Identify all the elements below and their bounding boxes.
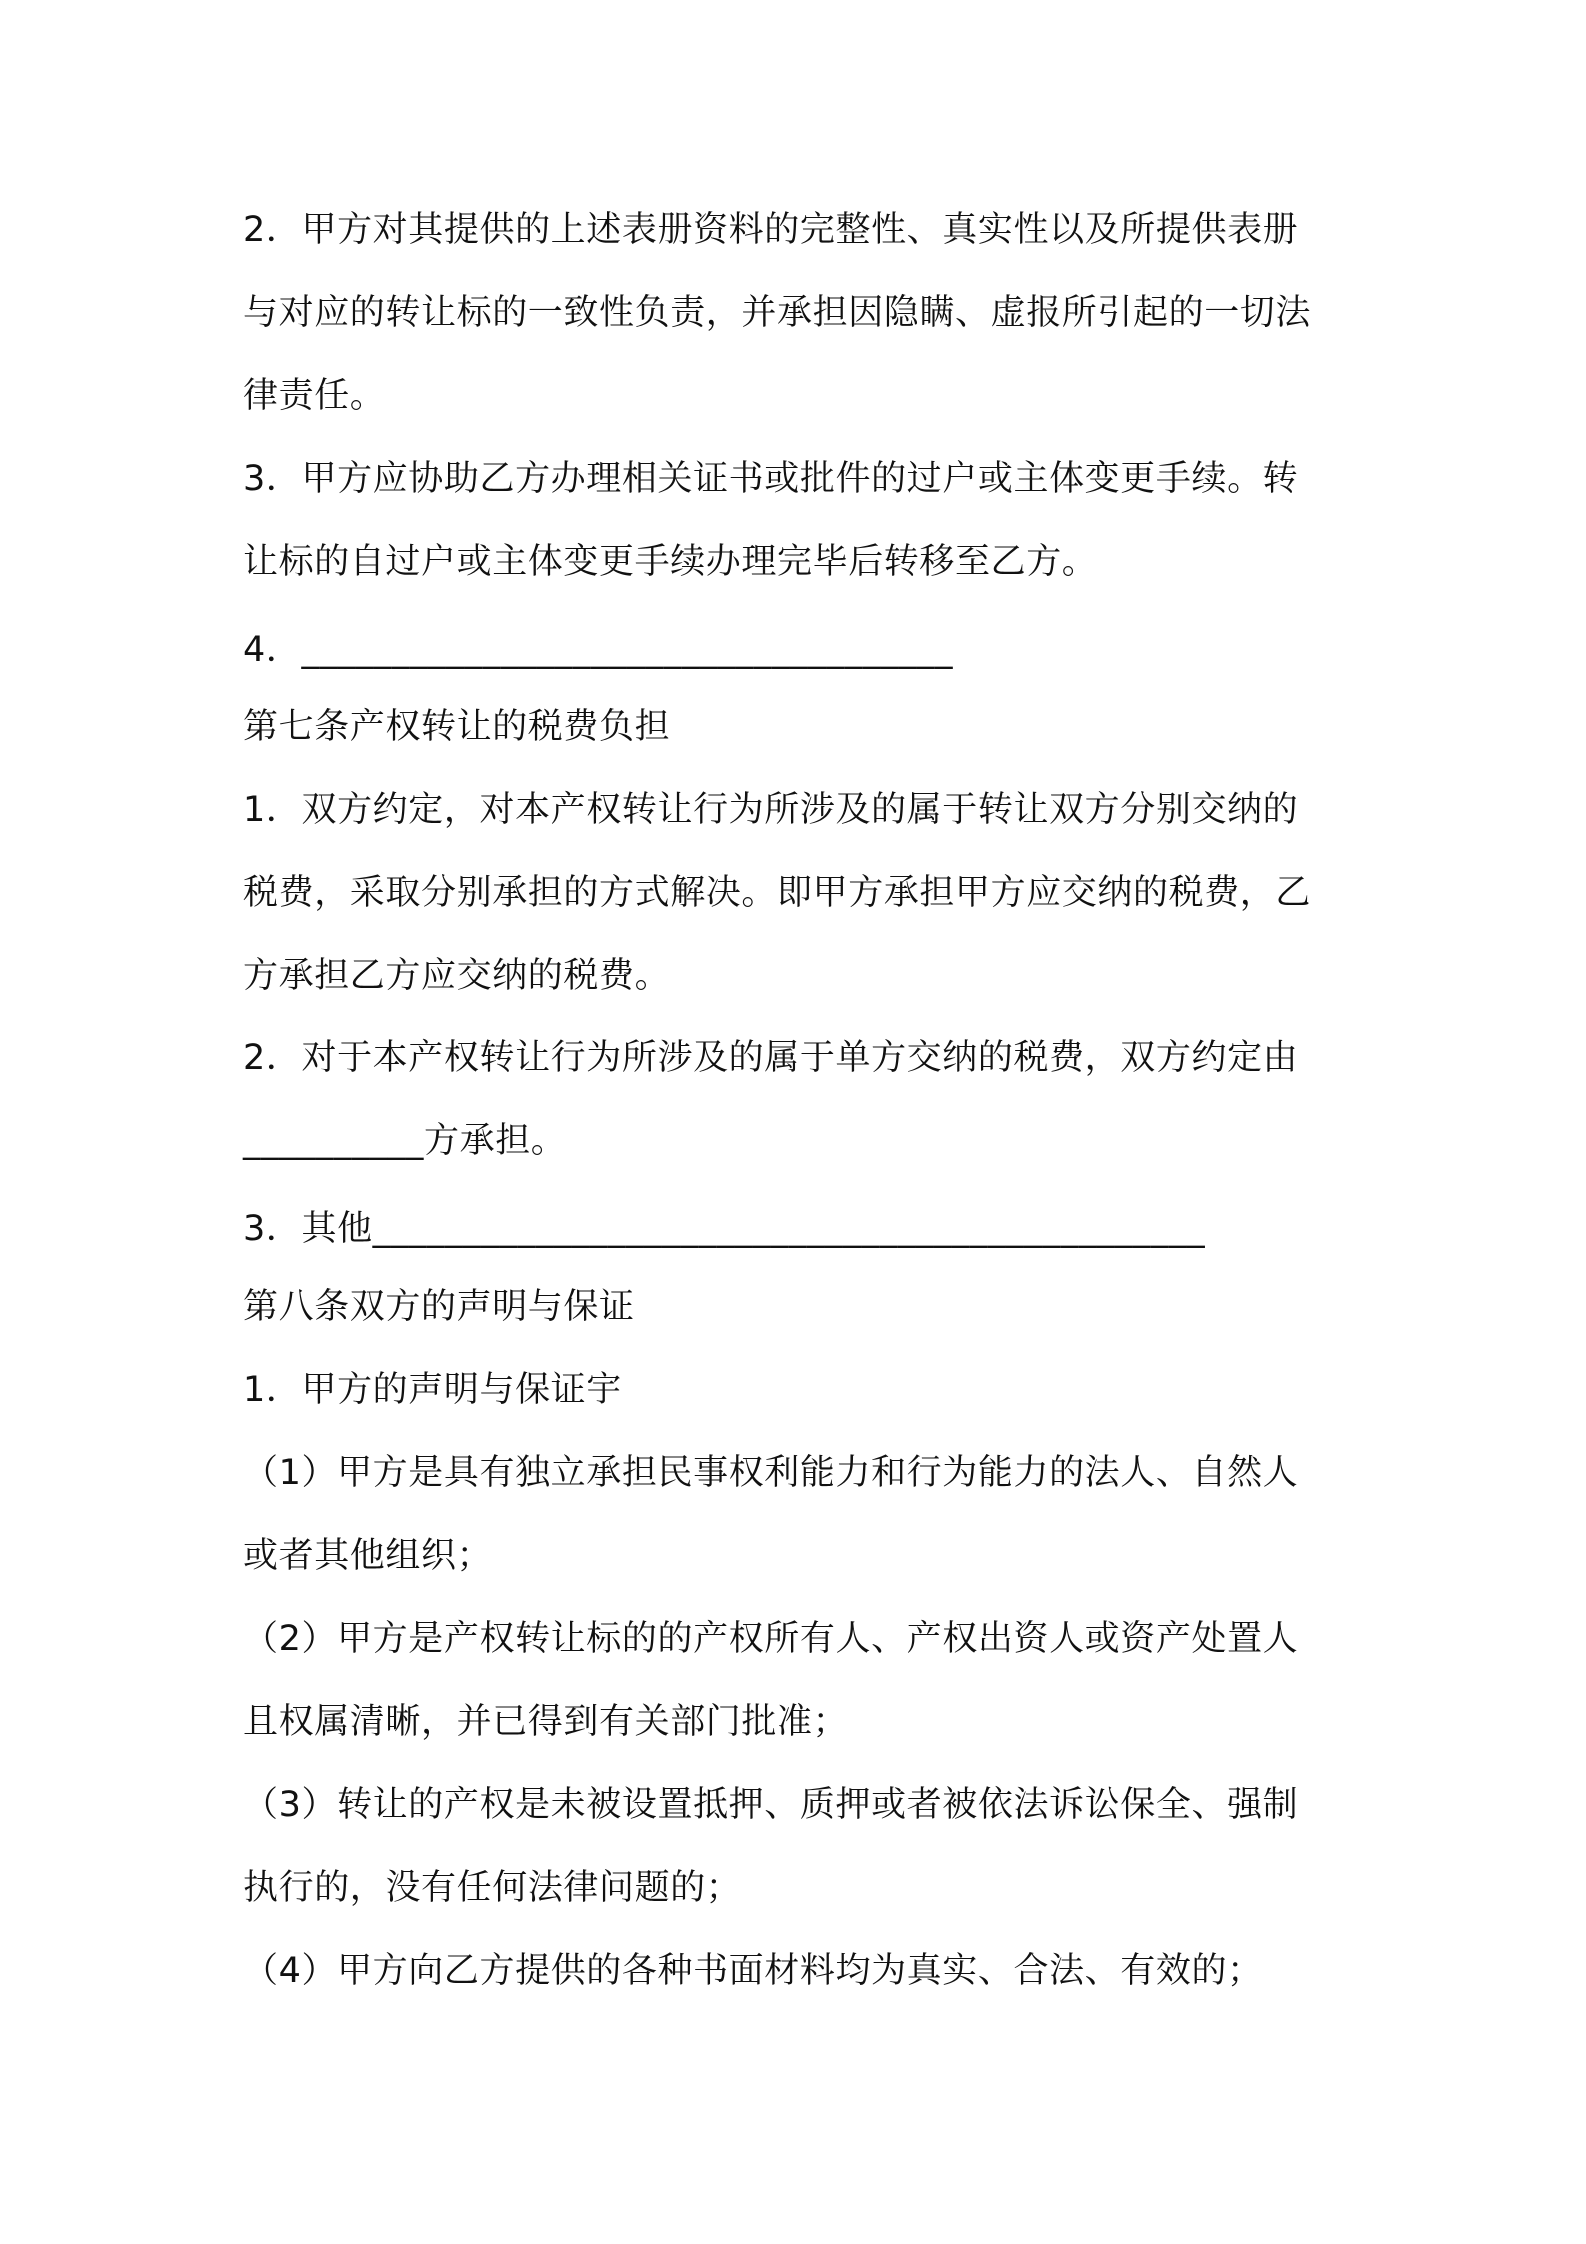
section-heading: 第八条双方的声明与保证 — [243, 1287, 635, 1327]
text-line: 1．甲方的声明与保证宇 — [243, 1370, 622, 1410]
blank-line: 4．____________________________________ — [243, 630, 954, 670]
text-line: 税费，采取分别承担的方式解决。即甲方承担甲方应交纳的税费，乙 — [243, 873, 1312, 913]
text-line: （4）甲方向乙方提供的各种书面材料均为真实、合法、有效的； — [243, 1951, 1263, 1991]
text-line: 律责任。 — [243, 376, 386, 416]
text-line: （2）甲方是产权转让标的的产权所有人、产权出资人或资产处置人 — [243, 1619, 1299, 1659]
text-line: （1）甲方是具有独立承担民事权利能力和行为能力的法人、自然人 — [243, 1453, 1299, 1493]
blank-line: 3．其他______________________________________________ — [243, 1209, 1206, 1249]
text-line: 方承担乙方应交纳的税费。 — [243, 956, 671, 996]
text-line: 与对应的转让标的一致性负责，并承担因隐瞒、虚报所引起的一切法 — [243, 293, 1312, 333]
text-line: 1．双方约定，对本产权转让行为所涉及的属于转让双方分别交纳的 — [243, 790, 1299, 830]
text-line: 且权属清晰，并已得到有关部门批准； — [243, 1702, 849, 1742]
text-line: 2．对于本产权转让行为所涉及的属于单方交纳的税费，双方约定由 — [243, 1038, 1299, 1078]
text-line: （3）转让的产权是未被设置抵押、质押或者被依法诉讼保全、强制 — [243, 1785, 1299, 1825]
text-line: __________方承担。 — [243, 1121, 567, 1161]
text-line: 执行的，没有任何法律问题的； — [243, 1868, 742, 1908]
text-line: 或者其他组织； — [243, 1536, 493, 1576]
text-line: 2．甲方对其提供的上述表册资料的完整性、真实性以及所提供表册 — [243, 210, 1299, 250]
text-line: 3．甲方应协助乙方办理相关证书或批件的过户或主体变更手续。转 — [243, 459, 1299, 499]
text-line: 让标的自过户或主体变更手续办理完毕后转移至乙方。 — [243, 542, 1098, 582]
section-heading: 第七条产权转让的税费负担 — [243, 707, 671, 747]
